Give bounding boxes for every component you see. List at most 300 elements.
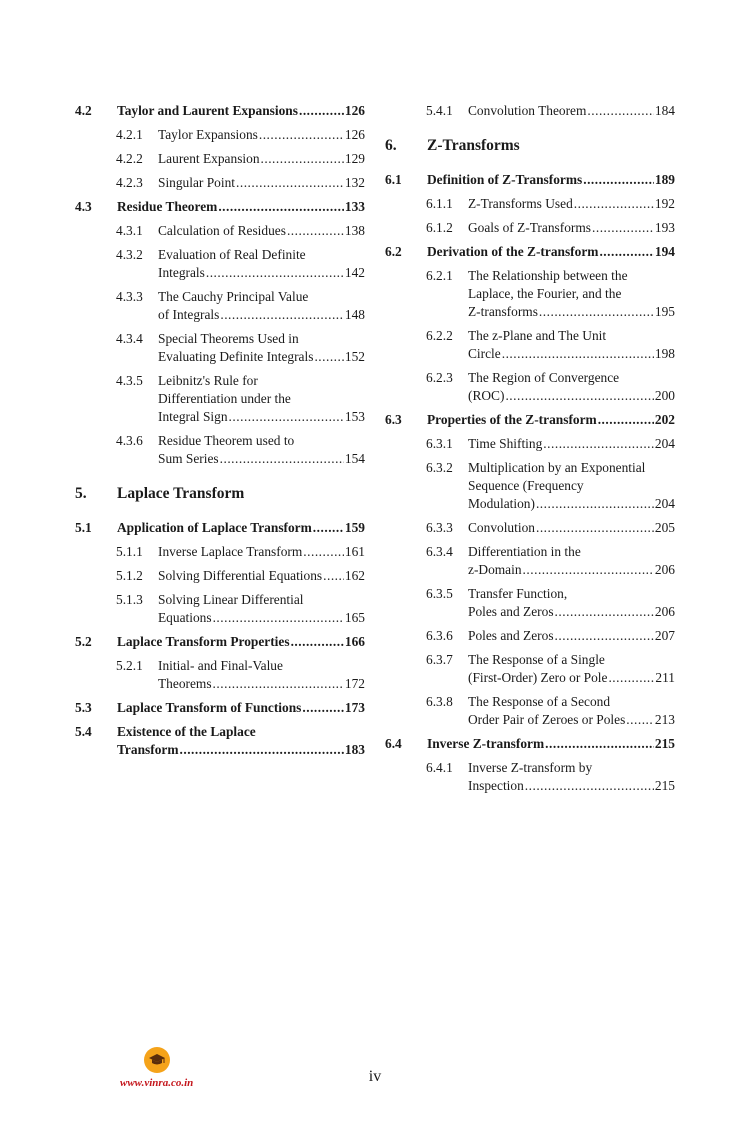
entry-number: 6.3.7 (426, 652, 453, 667)
toc-subsection-entry[interactable] (385, 219, 675, 237)
entry-page-number: 204 (654, 436, 675, 451)
entry-line (158, 264, 365, 282)
entry-title: Sequence (Frequency (468, 478, 584, 493)
entry-title: The Cauchy Principal Value (158, 289, 309, 304)
dot-leader (592, 219, 654, 237)
entry-body (158, 543, 365, 561)
entry-page-number: 133 (344, 199, 365, 214)
entry-title: Z-Transforms Used (468, 196, 573, 211)
entry-line (468, 219, 675, 237)
entry-title: Transfer Function, (468, 586, 568, 601)
entry-number: 6.2.3 (426, 370, 453, 385)
entry-line (117, 723, 365, 741)
toc-subsection-entry[interactable] (385, 327, 675, 363)
dot-leader (314, 348, 343, 366)
entry-title: Integral Sign (158, 409, 228, 424)
entry-title: The Response of a Single (468, 652, 605, 667)
toc-column-right (385, 102, 675, 801)
dot-leader (213, 609, 344, 627)
entry-body (468, 519, 675, 537)
entry-page-number: 162 (344, 568, 365, 583)
entry-body (468, 102, 675, 120)
toc-subsection-entry[interactable] (385, 543, 675, 579)
chapter-number: 5. (75, 485, 87, 502)
entry-page-number: 138 (344, 223, 365, 238)
toc-subsection-entry[interactable] (75, 150, 365, 168)
toc-column-left (75, 102, 365, 765)
entry-page-number: 207 (654, 628, 675, 643)
dot-leader (302, 699, 344, 717)
entry-page-number: 153 (344, 409, 365, 424)
entry-number: 6.1.2 (426, 220, 453, 235)
entry-title: Integrals (158, 265, 205, 280)
entry-title: Convolution (468, 520, 535, 535)
dot-leader (626, 711, 654, 729)
entry-title: Laplace Transform Properties (117, 634, 290, 649)
dot-leader (323, 567, 344, 585)
entry-number: 5.1.3 (116, 592, 143, 607)
toc-subsection-entry[interactable] (385, 369, 675, 405)
entry-title: Solving Linear Differential (158, 592, 304, 607)
entry-body (117, 198, 365, 216)
entry-line (117, 741, 365, 759)
toc-subsection-entry[interactable] (75, 126, 365, 144)
dot-leader (299, 102, 344, 120)
entry-line (468, 777, 675, 795)
entry-body (468, 459, 675, 513)
entry-line (468, 603, 675, 621)
entry-title: Poles and Zeros (468, 604, 554, 619)
entry-page-number: 206 (654, 562, 675, 577)
toc-subsection-entry[interactable] (75, 222, 365, 240)
entry-line (468, 459, 675, 477)
chapter-title: Laplace Transform (117, 485, 245, 502)
entry-body (158, 288, 365, 324)
entry-body (117, 699, 365, 717)
entry-number: 5.3 (75, 700, 92, 715)
entry-line (427, 411, 675, 429)
entry-title: (ROC) (468, 388, 505, 403)
entry-title: Singular Point (158, 175, 236, 190)
entry-body (468, 369, 675, 405)
entry-line (468, 693, 675, 711)
entry-body (158, 591, 365, 627)
entry-line (117, 519, 365, 537)
entry-title: Special Theorems Used in (158, 331, 299, 346)
entry-page-number: 152 (344, 349, 365, 364)
entry-title: Multiplication by an Exponential (468, 460, 646, 475)
entry-title: Application of Laplace Transform (117, 520, 312, 535)
entry-line (158, 543, 365, 561)
entry-page-number: 213 (654, 712, 675, 727)
entry-title: Inverse Z-transform (427, 736, 545, 751)
entry-number: 5.4.1 (426, 103, 453, 118)
entry-body (468, 693, 675, 729)
entry-line (158, 675, 365, 693)
entry-page-number: 204 (654, 496, 675, 511)
entry-line (158, 432, 365, 450)
entry-body (427, 735, 675, 753)
dot-leader (525, 777, 654, 795)
entry-body (117, 723, 365, 759)
chapter-heading-6 (385, 137, 675, 157)
entry-page-number: 129 (344, 151, 365, 166)
entry-title: Evaluation of Real Definite (158, 247, 306, 262)
entry-line (158, 174, 365, 192)
dot-leader (543, 435, 654, 453)
entry-title: Inspection (468, 778, 524, 793)
toc-subsection-entry[interactable] (385, 627, 675, 645)
entry-number: 6.3.5 (426, 586, 453, 601)
toc-section-entry[interactable] (75, 102, 365, 120)
entry-number: 6.3.8 (426, 694, 453, 709)
entry-number: 4.3.4 (116, 331, 143, 346)
entry-body (468, 759, 675, 795)
toc-section-entry[interactable] (385, 735, 675, 753)
entry-title: Residue Theorem used to (158, 433, 295, 448)
entry-body (117, 633, 365, 651)
entry-page-number: 142 (344, 265, 365, 280)
entry-line (158, 222, 365, 240)
entry-number: 4.3.1 (116, 223, 143, 238)
dot-leader (303, 543, 344, 561)
entry-number: 6.4.1 (426, 760, 453, 775)
entry-line (468, 387, 675, 405)
entry-line (468, 435, 675, 453)
entry-title: Derivation of the Z-transform (427, 244, 599, 259)
toc-block (385, 102, 675, 120)
entry-page-number: 184 (654, 103, 675, 118)
entry-line (427, 735, 675, 753)
entry-title: (First-Order) Zero or Pole (468, 670, 608, 685)
entry-title: Circle (468, 346, 501, 361)
entry-page-number: 206 (654, 604, 675, 619)
entry-line (158, 348, 365, 366)
entry-line (468, 369, 675, 387)
entry-title: Initial- and Final-Value (158, 658, 283, 673)
entry-line (468, 267, 675, 285)
toc-subsection-entry[interactable] (75, 567, 365, 585)
entry-body (158, 432, 365, 468)
toc-subsection-entry[interactable] (75, 657, 365, 693)
entry-number: 4.3.6 (116, 433, 143, 448)
toc-block (385, 171, 675, 795)
toc-subsection-entry[interactable] (385, 102, 675, 120)
entry-number: 6.3.3 (426, 520, 453, 535)
entry-title: The Region of Convergence (468, 370, 620, 385)
entry-number: 5.2 (75, 634, 92, 649)
entry-page-number: 200 (654, 388, 675, 403)
entry-page-number: 172 (344, 676, 365, 691)
entry-title: The Relationship between the (468, 268, 628, 283)
dot-leader (261, 150, 344, 168)
dot-leader (236, 174, 344, 192)
entry-title: z-Domain (468, 562, 522, 577)
entry-title: Order Pair of Zeroes or Poles (468, 712, 626, 727)
dot-leader (536, 519, 654, 537)
entry-number: 5.2.1 (116, 658, 143, 673)
dot-leader (220, 450, 344, 468)
entry-page-number: 198 (654, 346, 675, 361)
dot-leader (287, 222, 344, 240)
toc-section-entry[interactable] (75, 723, 365, 759)
entry-title: Z-transforms (468, 304, 538, 319)
entry-body (158, 246, 365, 282)
dot-leader (587, 102, 654, 120)
entry-page-number: 211 (655, 670, 675, 685)
toc-subsection-entry[interactable] (385, 195, 675, 213)
entry-page-number: 192 (654, 196, 675, 211)
entry-body (427, 171, 675, 189)
entry-title: Inverse Laplace Transform (158, 544, 303, 559)
entry-number: 5.1.2 (116, 568, 143, 583)
entry-line (117, 699, 365, 717)
dot-leader (180, 741, 344, 759)
entry-page-number: 132 (344, 175, 365, 190)
entry-page-number: 161 (344, 544, 365, 559)
toc-section-entry[interactable] (75, 699, 365, 717)
entry-number: 4.3.2 (116, 247, 143, 262)
entry-number: 4.2.3 (116, 175, 143, 190)
toc-subsection-entry[interactable] (75, 246, 365, 282)
dot-leader (536, 495, 654, 513)
entry-title: Time Shifting (468, 436, 543, 451)
toc-subsection-entry[interactable] (385, 759, 675, 795)
entry-title: Taylor and Laurent Expansions (117, 103, 298, 118)
entry-title: Laplace Transform of Functions (117, 700, 302, 715)
entry-number: 5.1.1 (116, 544, 143, 559)
entry-line (117, 102, 365, 120)
entry-number: 6.3 (385, 412, 402, 427)
entry-line (468, 345, 675, 363)
entry-number: 5.4 (75, 724, 92, 739)
entry-body (158, 222, 365, 240)
entry-line (468, 195, 675, 213)
entry-page-number: 126 (344, 127, 365, 142)
entry-line (158, 306, 365, 324)
entry-page-number: 195 (654, 304, 675, 319)
entry-number: 6.1 (385, 172, 402, 187)
entry-line (158, 330, 365, 348)
entry-title: Sum Series (158, 451, 219, 466)
entry-title: Leibnitz's Rule for (158, 373, 258, 388)
toc-subsection-entry[interactable] (75, 591, 365, 627)
entry-page-number: 183 (344, 742, 365, 757)
entry-line (468, 543, 675, 561)
entry-line (427, 171, 675, 189)
entry-title: Properties of the Z-transform (427, 412, 597, 427)
entry-title: Transform (117, 742, 179, 757)
entry-number: 6.2 (385, 244, 402, 259)
toc-block (75, 519, 365, 759)
toc-subsection-entry[interactable] (75, 372, 365, 426)
entry-line (117, 198, 365, 216)
entry-body (468, 543, 675, 579)
dot-leader (523, 561, 654, 579)
entry-page-number: 148 (344, 307, 365, 322)
entry-number: 6.1.1 (426, 196, 453, 211)
entry-line (158, 567, 365, 585)
entry-body (117, 519, 365, 537)
entry-line (158, 591, 365, 609)
dot-leader (583, 171, 654, 189)
toc-subsection-entry[interactable] (75, 432, 365, 468)
entry-page-number: 126 (344, 103, 365, 118)
entry-title: Convolution Theorem (468, 103, 587, 118)
entry-line (158, 657, 365, 675)
page-number: iv (368, 1068, 382, 1085)
entry-body (468, 651, 675, 687)
entry-number: 6.4 (385, 736, 402, 751)
entry-number: 4.2.2 (116, 151, 143, 166)
dot-leader (291, 633, 344, 651)
entry-title: Evaluating Definite Integrals (158, 349, 314, 364)
entry-title: Differentiation in the (468, 544, 581, 559)
entry-title: Inverse Z-transform by (468, 760, 593, 775)
entry-body (158, 174, 365, 192)
dot-leader (218, 198, 344, 216)
toc-subsection-entry[interactable] (385, 459, 675, 513)
entry-body (468, 327, 675, 363)
entry-line (468, 759, 675, 777)
entry-line (158, 150, 365, 168)
dot-leader (545, 735, 654, 753)
entry-line (158, 126, 365, 144)
entry-body (468, 195, 675, 213)
dot-leader (213, 675, 344, 693)
entry-number: 4.3 (75, 199, 92, 214)
entry-page-number: 173 (344, 700, 365, 715)
entry-title: Equations (158, 610, 212, 625)
toc-subsection-entry[interactable] (75, 174, 365, 192)
entry-page-number: 193 (654, 220, 675, 235)
toc-subsection-entry[interactable] (75, 543, 365, 561)
entry-title: Laurent Expansion (158, 151, 260, 166)
entry-body (468, 435, 675, 453)
website-url[interactable]: www.vinra.co.in (120, 1077, 194, 1089)
dot-leader (555, 627, 654, 645)
entry-body (468, 627, 675, 645)
entry-number: 5.1 (75, 520, 92, 535)
toc-subsection-entry[interactable] (75, 288, 365, 324)
entry-body (158, 330, 365, 366)
entry-page-number: 189 (654, 172, 675, 187)
dot-leader (505, 387, 653, 405)
entry-title: Existence of the Laplace (117, 724, 256, 739)
entry-line (468, 561, 675, 579)
chapter-number: 6. (385, 137, 397, 154)
entry-line (158, 288, 365, 306)
entry-body (158, 150, 365, 168)
entry-number: 4.2 (75, 103, 92, 118)
entry-body (158, 372, 365, 426)
entry-number: 6.3.4 (426, 544, 453, 559)
entry-line (117, 633, 365, 651)
entry-line (468, 669, 675, 687)
toc-subsection-entry[interactable] (385, 267, 675, 321)
dot-leader (608, 669, 654, 687)
entry-body (117, 102, 365, 120)
entry-line (158, 246, 365, 264)
dot-leader (574, 195, 654, 213)
entry-line (158, 609, 365, 627)
toc-block (75, 102, 365, 468)
dot-leader (502, 345, 654, 363)
toc-subsection-entry[interactable] (385, 435, 675, 453)
entry-line (468, 627, 675, 645)
entry-line (158, 372, 365, 390)
entry-page-number: 215 (654, 736, 675, 751)
entry-page-number: 154 (344, 451, 365, 466)
entry-title: Calculation of Residues (158, 223, 286, 238)
entry-number: 6.2.1 (426, 268, 453, 283)
entry-line (468, 285, 675, 303)
entry-page-number: 202 (654, 412, 675, 427)
toc-section-entry[interactable] (385, 411, 675, 429)
entry-title: Taylor Expansions (158, 127, 258, 142)
entry-title: The z-Plane and The Unit (468, 328, 607, 343)
toc-subsection-entry[interactable] (385, 519, 675, 537)
toc-section-entry[interactable] (75, 519, 365, 537)
entry-line (468, 495, 675, 513)
chapter-title: Z-Transforms (427, 137, 520, 154)
entry-line (468, 585, 675, 603)
entry-body (158, 657, 365, 693)
dot-leader (206, 264, 344, 282)
entry-body (158, 126, 365, 144)
entry-number: 6.3.1 (426, 436, 453, 451)
toc-section-entry[interactable] (75, 198, 365, 216)
toc-subsection-entry[interactable] (75, 330, 365, 366)
entry-title: Definition of Z-Transforms (427, 172, 583, 187)
dot-leader (555, 603, 654, 621)
toc-subsection-entry[interactable] (385, 651, 675, 687)
entry-body (427, 243, 675, 261)
entry-title: Goals of Z-Transforms (468, 220, 591, 235)
dot-leader (599, 243, 653, 261)
entry-line (468, 303, 675, 321)
entry-line (468, 102, 675, 120)
entry-title: The Response of a Second (468, 694, 611, 709)
entry-title: Poles and Zeros (468, 628, 554, 643)
entry-body (468, 219, 675, 237)
toc-subsection-entry[interactable] (385, 585, 675, 621)
entry-page-number: 166 (344, 634, 365, 649)
entry-page-number: 205 (654, 520, 675, 535)
entry-number: 4.3.5 (116, 373, 143, 388)
entry-page-number: 215 (654, 778, 675, 793)
entry-title: Residue Theorem (117, 199, 218, 214)
entry-number: 6.2.2 (426, 328, 453, 343)
entry-number: 4.3.3 (116, 289, 143, 304)
dot-leader (220, 306, 344, 324)
dot-leader (598, 411, 654, 429)
entry-line (468, 519, 675, 537)
entry-line (427, 243, 675, 261)
entry-page-number: 159 (344, 520, 365, 535)
toc-section-entry[interactable] (385, 171, 675, 189)
toc-section-entry[interactable] (75, 633, 365, 651)
entry-title: Laplace, the Fourier, and the (468, 286, 622, 301)
dot-leader (313, 519, 344, 537)
entry-title: of Integrals (158, 307, 220, 322)
entry-body (468, 585, 675, 621)
toc-section-entry[interactable] (385, 243, 675, 261)
toc-subsection-entry[interactable] (385, 693, 675, 729)
entry-line (158, 408, 365, 426)
entry-number: 4.2.1 (116, 127, 143, 142)
entry-number: 6.3.2 (426, 460, 453, 475)
